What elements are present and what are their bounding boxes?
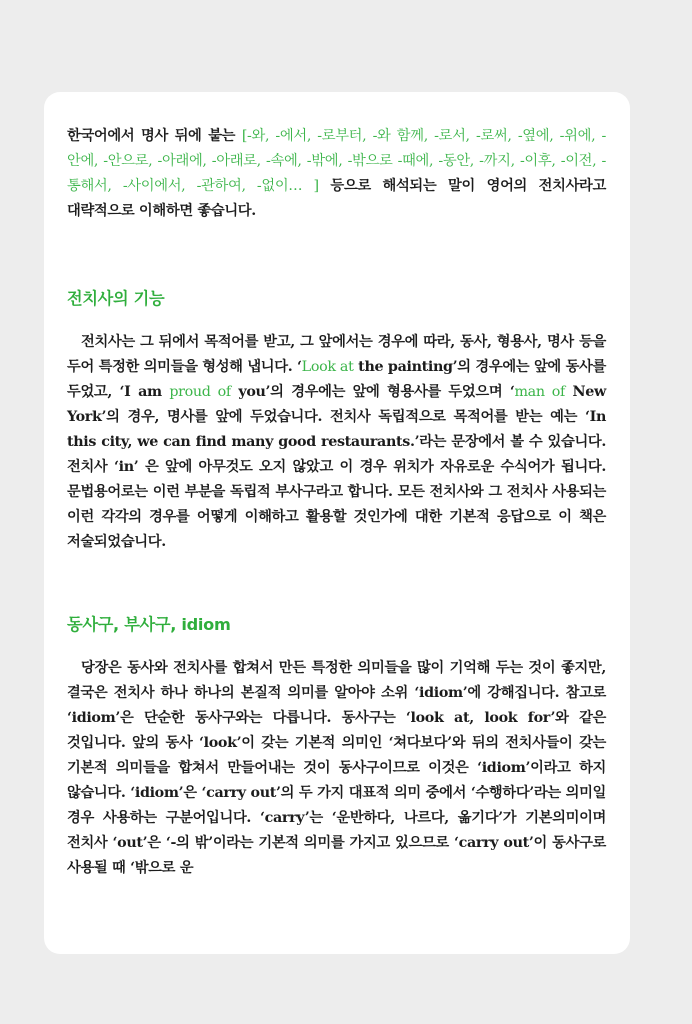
preposition-function-paragraph bbox=[67, 330, 606, 555]
intro-text-start: 한국어에서 명사 뒤에 붙는 bbox=[67, 128, 242, 144]
body-text: New York’의 경우, 명사를 앞에 두었습니다. 전치사 독립적으로 목적어를 받는 예는 ‘In this city, we can find many good restaurants.’라는 문장에서 볼 수 있습니다. 전치사 ‘in’ 은 앞에 아무것도 오지 않았고 이 경우 위치가 자유로운 수식어가 됩니다. 문법용어로는 이런 부분을 독립적 부사구라고 합니다. 모든 전치사와 그 전치사 사용되는 이런 각각의 경우를 어떻게 이해하고 활용할 것인가에 대한 기본적 응답으로 이 책은 저술되었습니다. bbox=[67, 384, 606, 550]
body-text: 전치사는 그 뒤에서 목적어를 받고, 그 앞에서는 경우에 따라, 동사, 형용사, 명사 등을 두어 특정한 의미들을 형성해 냅니다. ‘ bbox=[67, 334, 606, 375]
highlight-proud-of: proud of bbox=[169, 384, 231, 400]
highlight-look-at: Look at bbox=[301, 359, 354, 375]
body-text: the painting’의 경우에는 앞에 동사를 두었고, ‘I am bbox=[67, 359, 606, 400]
section-heading-verb-phrase-idiom: 동사구, 부사구, idiom bbox=[67, 615, 231, 634]
section-heading-preposition-function: 전치사의 기능 bbox=[67, 289, 165, 308]
body-text: you’의 경우에는 앞에 형용사를 두었으며 ‘ bbox=[230, 384, 515, 400]
intro-text-end: 등으로 해석되는 말이 영어의 전치사라고 대략적으로 이해하면 좋습니다. bbox=[67, 178, 606, 219]
content-card bbox=[44, 92, 630, 954]
highlight-man-of: man of bbox=[514, 384, 566, 400]
verb-phrase-paragraph: 당장은 동사와 전치사를 합쳐서 만든 특정한 의미들을 많이 기억해 두는 것이 좋지만, 결국은 전치사 하나 하나의 본질적 의미를 알아야 소위 ‘idiom’에 강해집니다. 참고로 ‘idiom’은 단순한 동사구와는 다릅니다. 동사구는 ‘look at, look for’와 같은 것입니다. 앞의 동사 ‘look’이 갖는 기본적 의미인 ‘쳐다보다’와 뒤의 전치사들이 갖는 기본적 의미들을 합쳐서 만들어내는 것이 동사구이므로 이것은 ‘idiom’이라고 하지 않습니다. ‘idiom’은 ‘carry out’의 두 가지 대표적 의미 중에서 ‘수행하다’라는 의미일 경우 사용하는 구분어입니다. ‘carry’는 ‘운반하다, 나르다, 옮기다’가 기본의미이며 전치사 ‘out’은 ‘-의 밖’이라는 기본적 의미를 가지고 있으므로 ‘carry out’이 동사구로 사용될 때 ‘밖으로 운 bbox=[67, 660, 606, 876]
particle-list-highlight: [-와, -에서, -로부터, -와 함께, -로서, -로써, -옆에, -위에, -안에, -안으로, -아래에, -아래로, -속에, -밖에, -밖으로 -때에, -동안, -까지, -이후, -이전, -통해서, -사이에서, -관하여, -없이… ] bbox=[67, 128, 607, 194]
intro-paragraph bbox=[67, 124, 606, 224]
